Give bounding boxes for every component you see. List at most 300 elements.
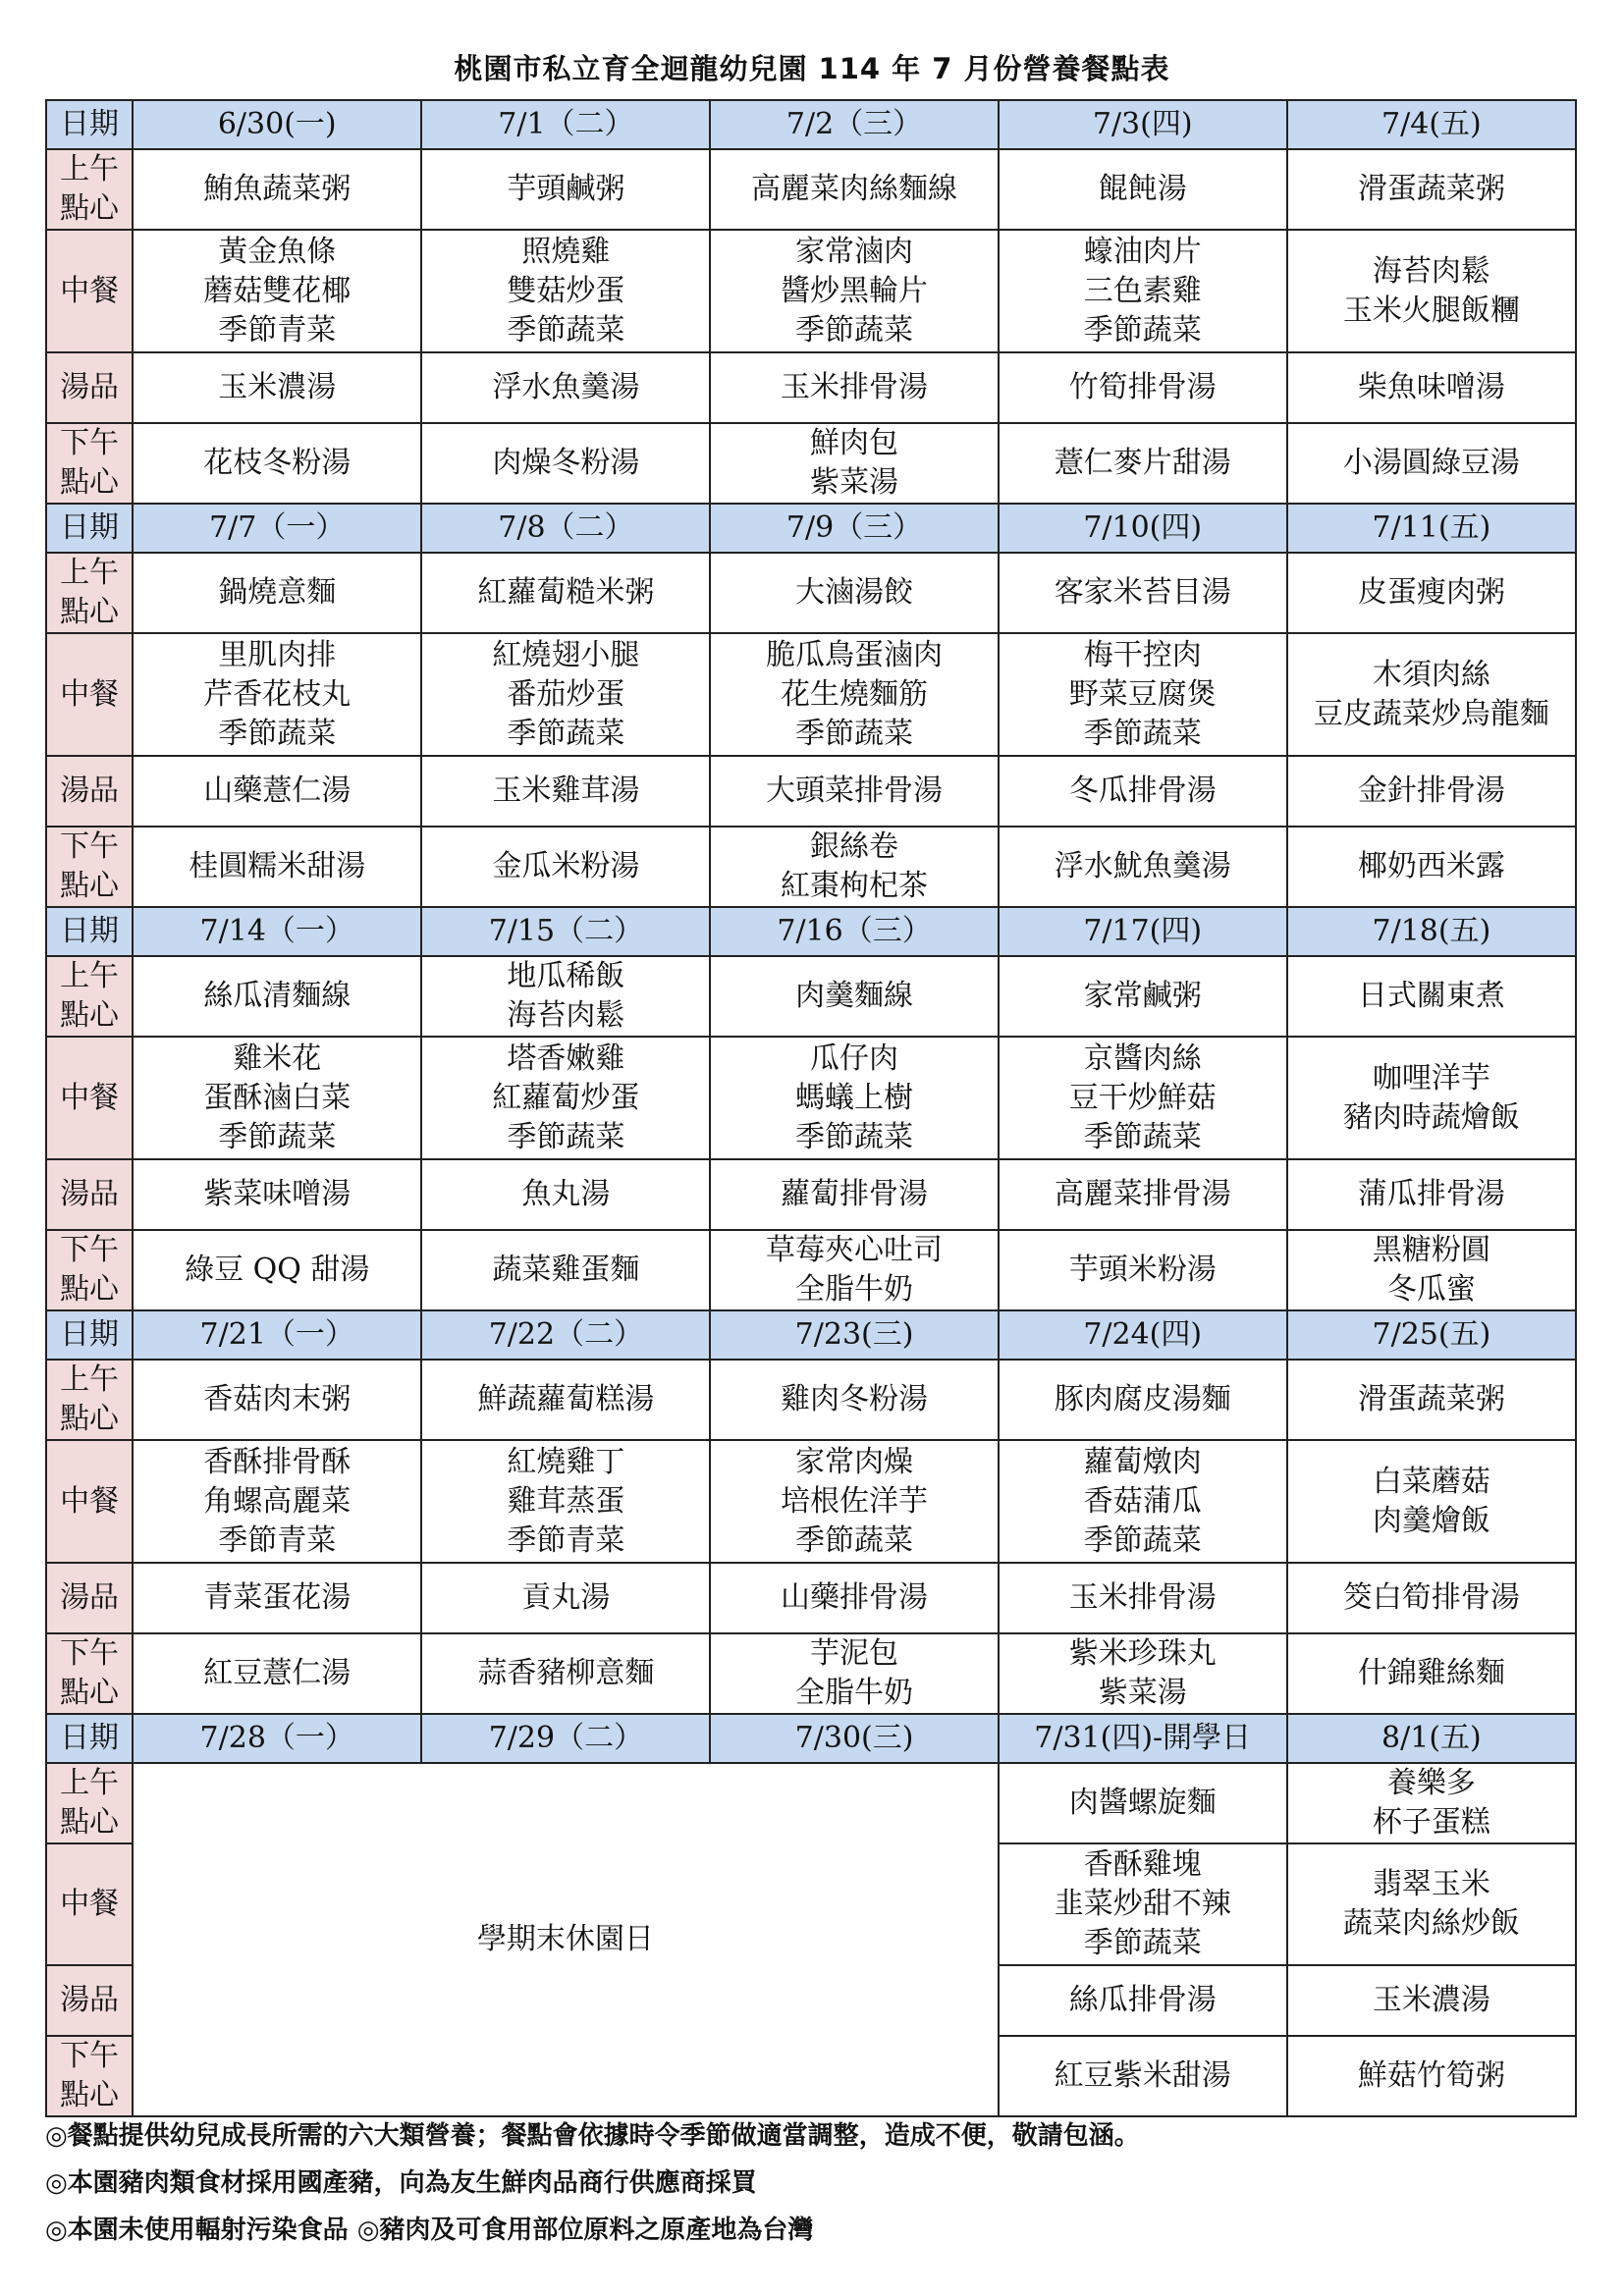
menu-item-line: 冬瓜蜜	[1386, 1272, 1476, 1307]
menu-cell	[1287, 423, 1576, 504]
menu-cell	[1287, 756, 1576, 827]
menu-cell	[710, 1563, 998, 1633]
menu-cell	[133, 1037, 421, 1159]
menu-item-line: 脆瓜鳥蛋滷肉	[766, 637, 944, 672]
menu-item-line: 芋泥包	[810, 1636, 899, 1671]
menu-item-line: 蠔油肉片	[1083, 234, 1202, 269]
date-cell: 7/2（三）	[710, 100, 998, 149]
label-pm-snack	[46, 1230, 133, 1310]
menu-item-line: 鮮肉包	[810, 426, 899, 460]
date-cell: 7/11(五)	[1287, 504, 1576, 553]
menu-item-line: 冬瓜排骨湯	[1068, 774, 1217, 808]
menu-item-line: 浮水魚羹湯	[492, 370, 640, 404]
menu-cell	[421, 827, 710, 907]
label-am-snack	[46, 1763, 133, 1843]
menu-item-line: 大頭菜排骨湯	[766, 774, 944, 808]
menu-item-line: 金瓜米粉湯	[492, 849, 640, 883]
menu-item-line: 紅燒雞丁	[507, 1444, 625, 1479]
menu-item-line: 玉米排骨湯	[781, 370, 929, 404]
menu-item-line: 家常鹹粥	[1083, 979, 1202, 1013]
menu-item-line: 梅干控肉	[1083, 637, 1202, 672]
label-am-snack-line: 點心	[60, 1805, 120, 1840]
label-pm-snack-line: 下午	[60, 829, 120, 864]
menu-item-line: 季節蔬菜	[1083, 716, 1202, 751]
label-date: 日期	[46, 504, 133, 553]
menu-cell	[421, 1563, 710, 1633]
label-soup: 湯品	[46, 1563, 133, 1633]
label-pm-snack	[46, 1633, 133, 1714]
menu-cell	[421, 756, 710, 827]
menu-cell	[1287, 149, 1576, 230]
menu-cell	[1287, 1965, 1576, 2036]
menu-cell	[710, 1037, 998, 1159]
menu-item-line: 紫菜湯	[1098, 1676, 1187, 1710]
menu-cell	[421, 553, 710, 633]
menu-cell	[133, 956, 421, 1037]
label-am-snack-line: 上午	[60, 959, 120, 993]
menu-item-line: 海苔肉鬆	[507, 998, 625, 1033]
menu-cell	[999, 423, 1287, 504]
label-soup: 湯品	[46, 352, 133, 423]
menu-item-line: 紫菜味噌湯	[203, 1177, 352, 1211]
menu-item-line: 高麗菜排骨湯	[1054, 1177, 1231, 1211]
label-am-snack	[46, 149, 133, 230]
menu-item-line: 季節蔬菜	[795, 1119, 914, 1154]
label-pm-snack-line: 下午	[60, 426, 120, 460]
menu-cell	[999, 2036, 1287, 2116]
menu-item-line: 香酥排骨酥	[203, 1444, 352, 1479]
menu-cell	[999, 827, 1287, 907]
menu-cell	[421, 352, 710, 423]
label-date: 日期	[46, 1714, 133, 1763]
label-am-snack	[46, 956, 133, 1037]
menu-item-line: 照燒雞	[521, 234, 611, 269]
menu-item-line: 芹香花枝丸	[203, 676, 352, 712]
menu-item-line: 季節蔬菜	[795, 312, 914, 347]
menu-cell	[1287, 827, 1576, 907]
menu-item-line: 螞蟻上樹	[795, 1080, 914, 1115]
menu-item-line: 筊白筍排骨湯	[1342, 1580, 1520, 1615]
label-am-snack-line: 點心	[60, 191, 120, 226]
menu-cell	[999, 1037, 1287, 1159]
menu-cell	[999, 149, 1287, 230]
menu-cell	[999, 1763, 1287, 1843]
meal-row-pm	[46, 423, 1576, 504]
note-pork-supplier: ◎本園豬肉類食材採用國產豬，向為友生鮮肉品商行供應商採買	[45, 2168, 757, 2198]
menu-cell	[999, 633, 1287, 756]
menu-item-line: 野菜豆腐煲	[1068, 676, 1217, 712]
menu-item-line: 家常滷肉	[795, 234, 914, 269]
menu-cell	[999, 1965, 1287, 2036]
menu-cell	[421, 633, 710, 756]
meal-row-lunch	[46, 230, 1576, 352]
date-cell: 6/30(一)	[133, 100, 421, 149]
menu-item-line: 小湯圓綠豆湯	[1342, 446, 1520, 480]
menu-cell	[133, 1230, 421, 1310]
meal-row-lunch	[46, 1037, 1576, 1159]
menu-item-line: 翡翠玉米	[1372, 1867, 1490, 1901]
date-row	[46, 1714, 1576, 1763]
menu-item-line: 蒲瓜排骨湯	[1357, 1177, 1505, 1211]
menu-item-line: 紅蘿蔔糙米粥	[477, 575, 655, 610]
menu-item-line: 玉米雞茸湯	[492, 774, 640, 808]
menu-cell	[710, 633, 998, 756]
menu-item-line: 豆干炒鮮菇	[1068, 1080, 1217, 1115]
date-row	[46, 100, 1576, 149]
menu-item-line: 黑糖粉圓	[1372, 1233, 1490, 1267]
menu-item-line: 玉米火腿飯糰	[1342, 293, 1520, 328]
menu-cell	[133, 1440, 421, 1563]
menu-item-line: 季節青菜	[218, 312, 337, 347]
date-cell: 7/17(四)	[999, 907, 1287, 956]
menu-item-line: 花生燒麵筋	[781, 676, 929, 712]
menu-item-line: 皮蛋瘦肉粥	[1357, 575, 1505, 610]
menu-item-line: 紫米珍珠丸	[1068, 1636, 1217, 1671]
menu-item-line: 玉米濃湯	[218, 370, 337, 404]
menu-item-line: 魚丸湯	[521, 1177, 611, 1211]
menu-item-line: 杯子蛋糕	[1372, 1805, 1490, 1840]
date-cell: 7/1（二）	[421, 100, 710, 149]
menu-cell	[133, 1563, 421, 1633]
page-title: 桃園市私立育全迴龍幼兒園 114 年 7 月份營養餐點表	[454, 52, 1170, 85]
label-am-snack	[46, 553, 133, 633]
menu-item-line: 高麗菜肉絲麵線	[751, 172, 958, 206]
menu-item-line: 角螺高麗菜	[203, 1483, 352, 1519]
menu-item-line: 全脂牛奶	[795, 1676, 914, 1710]
menu-item-line: 絲瓜清麵線	[203, 979, 352, 1013]
menu-cell	[421, 1440, 710, 1563]
menu-item-line: 鮮菇竹筍粥	[1357, 2058, 1505, 2093]
menu-cell	[133, 633, 421, 756]
menu-item-line: 肉燥冬粉湯	[492, 446, 640, 480]
date-cell: 7/9（三）	[710, 504, 998, 553]
menu-cell	[1287, 956, 1576, 1037]
menu-item-line: 紅豆薏仁湯	[203, 1656, 352, 1690]
menu-item-line: 香菇蒲瓜	[1083, 1483, 1202, 1519]
date-row	[46, 907, 1576, 956]
label-pm-snack-line: 點心	[60, 1676, 120, 1710]
menu-cell	[421, 1230, 710, 1310]
label-pm-snack-line: 下午	[60, 2039, 120, 2073]
menu-cell	[1287, 633, 1576, 756]
menu-cell	[421, 149, 710, 230]
menu-cell	[999, 1843, 1287, 1965]
meal-row-am	[46, 956, 1576, 1037]
menu-cell	[710, 1230, 998, 1310]
label-lunch: 中餐	[46, 633, 133, 756]
label-pm-snack-line: 下午	[60, 1636, 120, 1671]
menu-cell	[421, 956, 710, 1037]
label-am-snack-line: 上午	[60, 556, 120, 590]
menu-item-line: 季節蔬菜	[1083, 1522, 1202, 1558]
menu-cell	[133, 1633, 421, 1714]
menu-item-line: 紅燒翅小腿	[492, 637, 640, 672]
menu-item-line: 蒜香豬柳意麵	[477, 1656, 655, 1690]
meal-row-pm	[46, 827, 1576, 907]
menu-cell	[1287, 2036, 1576, 2116]
menu-item-line: 紅豆紫米甜湯	[1054, 2058, 1231, 2093]
label-pm-snack	[46, 827, 133, 907]
menu-item-line: 豬肉時蔬燴飯	[1342, 1099, 1520, 1135]
menu-item-line: 白菜蘑菇	[1372, 1464, 1490, 1499]
meal-row-lunch	[46, 633, 1576, 756]
label-am-snack	[46, 1360, 133, 1440]
menu-cell	[1287, 1360, 1576, 1440]
menu-item-line: 蛋酥滷白菜	[203, 1080, 352, 1115]
menu-cell	[999, 1440, 1287, 1563]
menu-item-line: 全脂牛奶	[795, 1272, 914, 1307]
menu-item-line: 紫菜湯	[810, 465, 899, 500]
holiday-cell: 學期末休園日	[133, 1763, 998, 2116]
meal-row-am	[46, 553, 1576, 633]
menu-item-line: 養樂多	[1386, 1766, 1476, 1800]
menu-item-line: 香菇肉末粥	[203, 1382, 352, 1416]
menu-cell	[421, 1633, 710, 1714]
menu-item-line: 京醬肉絲	[1083, 1041, 1202, 1076]
menu-cell	[1287, 1563, 1576, 1633]
menu-item-line: 豚肉腐皮湯麵	[1054, 1382, 1231, 1416]
note-nutrition: ◎餐點提供幼兒成長所需的六大類營養；餐點會依據時令季節做適當調整，造成不便，敬請包涵。	[45, 2121, 1140, 2151]
date-cell: 7/16（三）	[710, 907, 998, 956]
menu-cell	[1287, 1440, 1576, 1563]
menu-cell	[999, 230, 1287, 352]
label-soup: 湯品	[46, 1159, 133, 1230]
menu-item-line: 里肌肉排	[218, 637, 337, 672]
label-am-snack-line: 點心	[60, 595, 120, 629]
menu-cell	[710, 1360, 998, 1440]
menu-cell	[710, 1633, 998, 1714]
menu-item-line: 三色素雞	[1083, 273, 1202, 308]
menu-item-line: 貢丸湯	[521, 1580, 611, 1615]
menu-item-line: 蔬菜肉絲炒飯	[1342, 1906, 1520, 1941]
menu-cell	[133, 827, 421, 907]
menu-item-line: 草莓夾心吐司	[766, 1233, 944, 1267]
menu-item-line: 韭菜炒甜不辣	[1054, 1887, 1231, 1921]
menu-item-line: 塔香嫩雞	[507, 1041, 625, 1076]
menu-cell	[710, 352, 998, 423]
menu-item-line: 季節青菜	[507, 1522, 625, 1558]
menu-cell	[1287, 352, 1576, 423]
menu-item-line: 大滷湯餃	[795, 575, 914, 610]
menu-item-line: 肉羹燴飯	[1372, 1503, 1490, 1538]
menu-cell	[421, 230, 710, 352]
menu-item-line: 雞肉冬粉湯	[781, 1382, 929, 1416]
menu-cell	[421, 423, 710, 504]
menu-item-line: 玉米排骨湯	[1068, 1580, 1217, 1615]
menu-cell	[133, 423, 421, 504]
label-date: 日期	[46, 100, 133, 149]
menu-item-line: 山藥排骨湯	[781, 1580, 929, 1615]
menu-cell	[999, 1360, 1287, 1440]
menu-item-line: 培根佐洋芋	[781, 1483, 929, 1519]
menu-item-line: 紅蘿蔔炒蛋	[492, 1080, 640, 1115]
date-cell: 7/18(五)	[1287, 907, 1576, 956]
menu-item-line: 番茄炒蛋	[507, 676, 625, 712]
label-soup: 湯品	[46, 1965, 133, 2036]
date-cell: 7/8（二）	[421, 504, 710, 553]
date-cell: 7/31(四)-開學日	[999, 1714, 1287, 1763]
menu-item-line: 季節蔬菜	[218, 1119, 337, 1154]
menu-cell	[1287, 1763, 1576, 1843]
menu-item-line: 青菜蛋花湯	[203, 1580, 352, 1615]
menu-item-line: 浮水魷魚羹湯	[1054, 849, 1231, 883]
menu-item-line: 季節蔬菜	[507, 1119, 625, 1154]
menu-cell	[1287, 1633, 1576, 1714]
label-am-snack-line: 上午	[60, 1362, 120, 1397]
menu-item-line: 蘑菇雙花椰	[203, 273, 352, 308]
menu-cell	[710, 230, 998, 352]
menu-item-line: 椰奶西米露	[1357, 849, 1505, 883]
menu-item-line: 柴魚味噌湯	[1357, 370, 1505, 404]
menu-cell	[1287, 553, 1576, 633]
label-am-snack-line: 上午	[60, 1766, 120, 1800]
menu-cell	[710, 827, 998, 907]
menu-item-line: 綠豆 QQ 甜湯	[185, 1253, 370, 1287]
menu-cell	[710, 149, 998, 230]
label-date: 日期	[46, 907, 133, 956]
meal-row-soup	[46, 1159, 1576, 1230]
menu-item-line: 海苔肉鬆	[1372, 253, 1490, 289]
menu-cell	[999, 352, 1287, 423]
menu-item-line: 雙菇炒蛋	[507, 273, 625, 308]
menu-item-line: 竹筍排骨湯	[1068, 370, 1217, 404]
menu-item-line: 什錦雞絲麵	[1357, 1656, 1505, 1690]
menu-item-line: 瓜仔肉	[810, 1041, 899, 1076]
menu-item-line: 雞茸蒸蛋	[507, 1483, 625, 1519]
date-cell: 7/10(四)	[999, 504, 1287, 553]
menu-cell	[999, 756, 1287, 827]
label-pm-snack-line: 下午	[60, 1233, 120, 1267]
date-cell: 7/24(四)	[999, 1310, 1287, 1360]
menu-cell	[421, 1037, 710, 1159]
label-lunch: 中餐	[46, 1440, 133, 1563]
menu-item-line: 季節蔬菜	[1083, 1119, 1202, 1154]
menu-cell	[133, 756, 421, 827]
notes-section	[45, 2112, 1577, 2254]
label-lunch: 中餐	[46, 1037, 133, 1159]
menu-cell	[133, 230, 421, 352]
menu-item-line: 季節蔬菜	[507, 716, 625, 751]
menu-item-line: 肉羹麵線	[795, 979, 914, 1013]
menu-item-line: 家常肉燥	[795, 1444, 914, 1479]
date-cell: 7/29（二）	[421, 1714, 710, 1763]
note-food-origin: ◎本園未使用輻射污染食品 ◎豬肉及可食用部位原料之原產地為台灣	[45, 2216, 814, 2245]
menu-item-line: 雞米花	[233, 1041, 322, 1076]
menu-item-line: 蘿蔔燉肉	[1083, 1444, 1202, 1479]
menu-item-line: 季節蔬菜	[218, 716, 337, 751]
menu-item-line: 季節蔬菜	[795, 1522, 914, 1558]
meal-row-lunch	[46, 1440, 1576, 1563]
menu-item-line: 山藥薏仁湯	[203, 774, 352, 808]
menu-item-line: 蔬菜雞蛋麵	[492, 1253, 640, 1287]
meal-row-soup	[46, 1563, 1576, 1633]
date-cell: 7/23(三)	[710, 1310, 998, 1360]
menu-cell	[1287, 1230, 1576, 1310]
label-date: 日期	[46, 1310, 133, 1360]
menu-cell	[1287, 1159, 1576, 1230]
menu-item-line: 日式關東煮	[1357, 979, 1505, 1013]
meal-row-am	[46, 1763, 1576, 1843]
menu-item-line: 季節蔬菜	[795, 716, 914, 751]
menu-item-line: 醬炒黑輪片	[781, 273, 929, 308]
meal-row-pm	[46, 1230, 1576, 1310]
label-am-snack-line: 上午	[60, 152, 120, 187]
label-pm-snack-line: 點心	[60, 465, 120, 500]
meal-row-soup	[46, 756, 1576, 827]
date-cell: 7/28（一）	[133, 1714, 421, 1763]
label-pm-snack	[46, 423, 133, 504]
menu-table	[45, 99, 1577, 2117]
menu-item-line: 薏仁麥片甜湯	[1054, 446, 1231, 480]
menu-item-line: 客家米苔目湯	[1054, 575, 1231, 610]
menu-item-line: 鮮蔬蘿蔔糕湯	[477, 1382, 655, 1416]
date-cell: 7/25(五)	[1287, 1310, 1576, 1360]
menu-cell	[999, 1159, 1287, 1230]
menu-item-line: 絲瓜排骨湯	[1068, 1983, 1217, 2017]
menu-cell	[710, 423, 998, 504]
meal-row-am	[46, 1360, 1576, 1440]
menu-cell	[133, 1360, 421, 1440]
menu-cell	[710, 956, 998, 1037]
menu-cell	[710, 1440, 998, 1563]
meal-row-am	[46, 149, 1576, 230]
date-cell: 8/1(五)	[1287, 1714, 1576, 1763]
menu-item-line: 桂圓糯米甜湯	[189, 849, 366, 883]
menu-item-line: 滑蛋蔬菜粥	[1357, 172, 1505, 206]
date-row	[46, 504, 1576, 553]
menu-cell	[1287, 1843, 1576, 1965]
label-pm-snack-line: 點心	[60, 1272, 120, 1307]
date-cell: 7/4(五)	[1287, 100, 1576, 149]
label-pm-snack	[46, 2036, 133, 2116]
date-cell: 7/3(四)	[999, 100, 1287, 149]
menu-cell	[710, 756, 998, 827]
label-am-snack-line: 點心	[60, 1402, 120, 1436]
date-row	[46, 1310, 1576, 1360]
menu-item-line: 銀絲卷	[810, 829, 899, 864]
menu-item-line: 餛飩湯	[1098, 172, 1187, 206]
menu-cell	[1287, 230, 1576, 352]
meal-row-soup	[46, 352, 1576, 423]
menu-cell	[421, 1159, 710, 1230]
menu-cell	[710, 553, 998, 633]
date-cell: 7/22（二）	[421, 1310, 710, 1360]
menu-cell	[999, 553, 1287, 633]
menu-item-line: 芋頭米粉湯	[1068, 1253, 1217, 1287]
menu-cell	[999, 1563, 1287, 1633]
menu-item-line: 鮪魚蔬菜粥	[203, 172, 352, 206]
menu-item-line: 季節青菜	[218, 1522, 337, 1558]
menu-item-line: 滑蛋蔬菜粥	[1357, 1382, 1505, 1416]
menu-cell	[1287, 1037, 1576, 1159]
menu-item-line: 金針排骨湯	[1357, 774, 1505, 808]
menu-cell	[710, 1159, 998, 1230]
menu-item-line: 豆皮蔬菜炒烏龍麵	[1313, 696, 1549, 731]
menu-item-line: 季節蔬菜	[1083, 1926, 1202, 1960]
date-cell: 7/21（一）	[133, 1310, 421, 1360]
label-am-snack-line: 點心	[60, 998, 120, 1033]
menu-cell	[421, 1360, 710, 1440]
date-cell: 7/7（一）	[133, 504, 421, 553]
menu-item-line: 地瓜稀飯	[507, 959, 625, 993]
meal-row-pm	[46, 1633, 1576, 1714]
menu-cell	[999, 1230, 1287, 1310]
menu-item-line: 木須肉絲	[1372, 657, 1490, 692]
menu-cell	[133, 149, 421, 230]
menu-cell	[999, 956, 1287, 1037]
menu-item-line: 咖哩洋芋	[1372, 1060, 1490, 1095]
label-pm-snack-line: 點心	[60, 2078, 120, 2112]
